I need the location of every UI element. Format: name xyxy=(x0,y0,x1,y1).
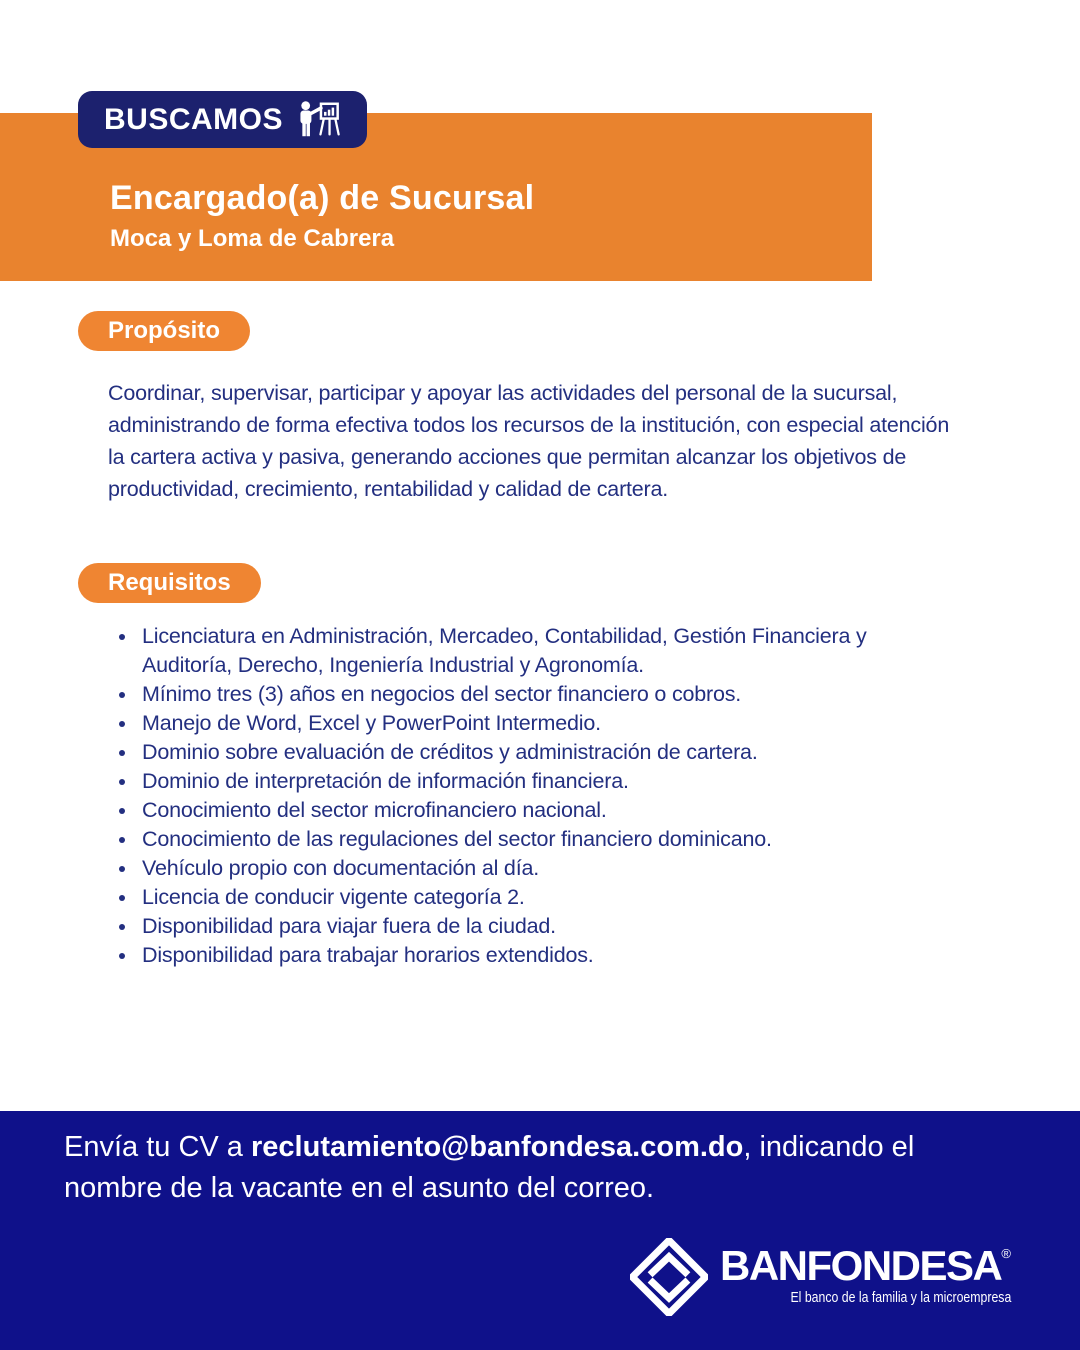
brand-wordmark: BANFONDESA xyxy=(720,1242,1002,1289)
requirement-item: • Dominio sobre evaluación de créditos y administración de cartera. xyxy=(138,738,958,767)
footer-band xyxy=(0,1111,1080,1350)
requirement-item: • Dominio de interpretación de información financiera. xyxy=(138,767,958,796)
requirement-item: • Licencia de conducir vigente categoría 2. xyxy=(138,883,958,912)
cta-suffix: , indicando el nombre de la vacante en el asunto del correo. xyxy=(64,1131,915,1204)
job-locations: Moca y Loma de Cabrera xyxy=(110,225,395,252)
cta-text xyxy=(64,1127,1019,1209)
requirement-item: • Licenciatura en Administración, Mercadeo, Contabilidad, Gestión Financiera y Auditoría, Derecho, Ingeniería Industrial y Agronomía. xyxy=(138,622,958,680)
cta-prefix: Envía tu CV a xyxy=(64,1131,251,1163)
requirement-item: • Disponibilidad para trabajar horarios extendidos. xyxy=(138,941,958,970)
buscamos-label: BUSCAMOS xyxy=(104,102,284,136)
presenter-at-easel-icon xyxy=(297,99,343,141)
cta-email: reclutamiento@banfondesa.com.do xyxy=(251,1131,744,1163)
section-pill-proposito: Propósito xyxy=(78,311,250,351)
section-pill-requisitos: Requisitos xyxy=(78,563,261,603)
banfondesa-diamond-icon xyxy=(630,1238,708,1316)
requisitos-list xyxy=(116,622,958,970)
requirement-item: • Mínimo tres (3) años en negocios del sector financiero o cobros. xyxy=(138,680,958,709)
job-title: Encargado(a) de Sucursal xyxy=(110,179,535,217)
requirement-item: • Manejo de Word, Excel y PowerPoint Intermedio. xyxy=(138,709,958,738)
requirement-item: • Conocimiento del sector microfinanciero nacional. xyxy=(138,796,958,825)
requirement-item: • Vehículo propio con documentación al día. xyxy=(138,854,958,883)
buscamos-badge xyxy=(78,91,367,148)
proposito-body: Coordinar, supervisar, participar y apoyar las actividades del personal de la sucursal, administrando de forma efectiva todos los recursos de la institución, con especial atención la cartera activa y pasiva, generando acciones que permitan alcanzar los objetivos de productividad, crecimiento, rentabilidad y calidad de cartera. xyxy=(108,381,950,501)
banfondesa-logo xyxy=(630,1238,1011,1316)
logo-text xyxy=(720,1242,1011,1306)
brand-tagline: El banco de la familia y la microempresa xyxy=(790,1289,1011,1306)
requirement-item: • Disponibilidad para viajar fuera de la ciudad. xyxy=(138,912,958,941)
requirement-item: • Conocimiento de las regulaciones del sector financiero dominicano. xyxy=(138,825,958,854)
registered-mark: ® xyxy=(1001,1246,1011,1261)
